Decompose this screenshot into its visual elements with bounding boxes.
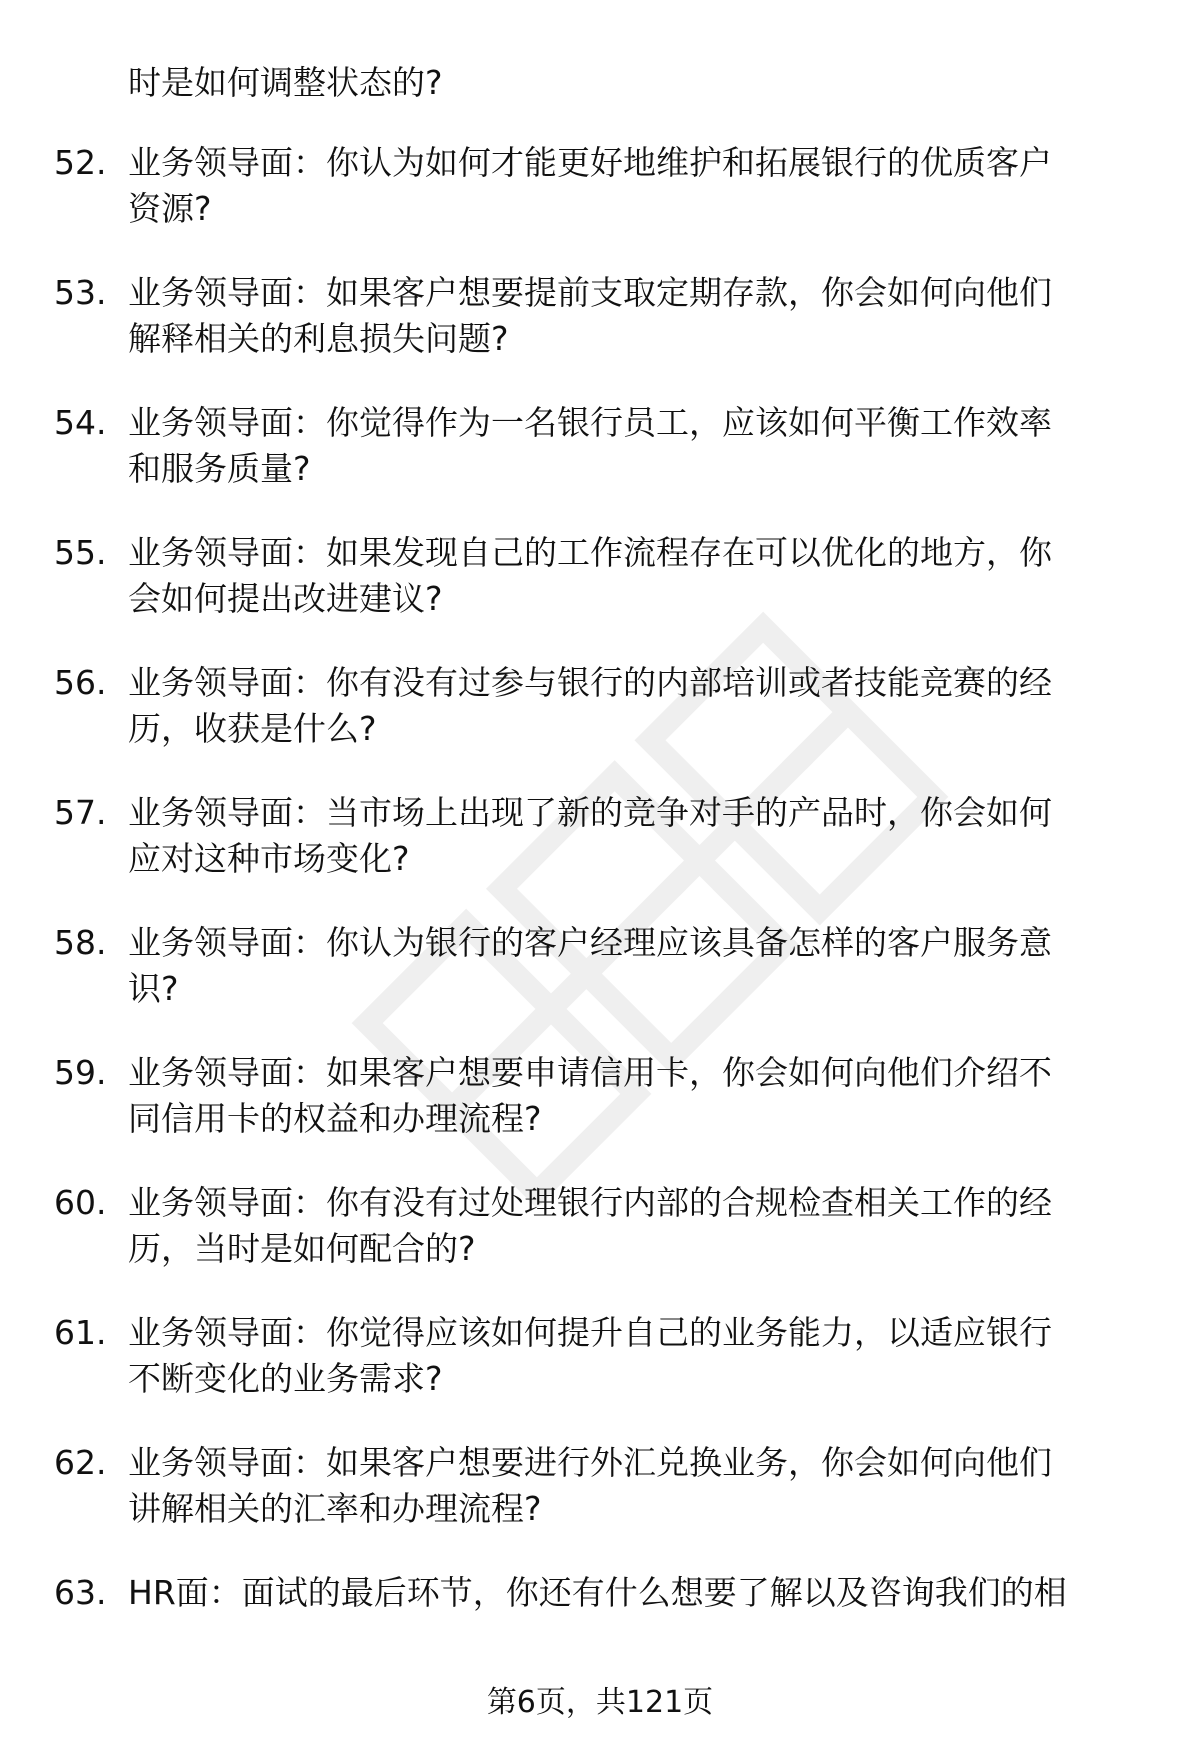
question-number: 56. (54, 663, 107, 702)
question-item (0, 660, 1200, 790)
question-item (0, 1440, 1200, 1570)
continued-question-text: 时是如何调整状态的? (128, 63, 443, 102)
question-number: 59. (54, 1053, 107, 1092)
question-line: 和服务质量? (128, 449, 311, 488)
question-item (0, 790, 1200, 920)
question-line: 历，收获是什么? (128, 709, 377, 748)
question-text (128, 1050, 1148, 1142)
question-line: 业务领导面：如果客户想要进行外汇兑换业务，你会如何向他们 (128, 1443, 1052, 1482)
question-number: 61. (54, 1313, 107, 1352)
question-number: 63. (54, 1573, 107, 1612)
question-number: 60. (54, 1183, 107, 1222)
question-line: 应对这种市场变化? (128, 839, 410, 878)
question-text (128, 1180, 1148, 1272)
question-line: 讲解相关的汇率和办理流程? (128, 1489, 542, 1528)
question-line: 业务领导面：如果客户想要提前支取定期存款，你会如何向他们 (128, 273, 1052, 312)
question-text (128, 530, 1148, 622)
question-item (0, 1570, 1200, 1700)
question-line: 资源? (128, 189, 212, 228)
question-line: 解释相关的利息损失问题? (128, 319, 509, 358)
question-text (128, 1570, 1148, 1616)
question-number: 53. (54, 273, 107, 312)
question-line: 业务领导面：如果发现自己的工作流程存在可以优化的地方，你 (128, 533, 1052, 572)
question-text (128, 1310, 1148, 1402)
question-line: 业务领导面：你有没有过处理银行内部的合规检查相关工作的经 (128, 1183, 1052, 1222)
question-item (0, 400, 1200, 530)
question-line: 业务领导面：你觉得应该如何提升自己的业务能力，以适应银行 (128, 1313, 1052, 1352)
question-line: 业务领导面：你认为银行的客户经理应该具备怎样的客户服务意 (128, 923, 1052, 962)
question-line: 历，当时是如何配合的? (128, 1229, 476, 1268)
question-line: 识? (128, 969, 179, 1008)
question-number: 62. (54, 1443, 107, 1482)
question-text (128, 920, 1148, 1012)
question-item (0, 920, 1200, 1050)
question-number: 58. (54, 923, 107, 962)
question-line: 不断变化的业务需求? (128, 1359, 443, 1398)
question-item (0, 1050, 1200, 1180)
question-text (128, 1440, 1148, 1532)
question-number: 52. (54, 143, 107, 182)
question-text (128, 270, 1148, 362)
page-footer: 第6页，共121页 (486, 1685, 714, 1720)
question-line: 业务领导面：你认为如何才能更好地维护和拓展银行的优质客户 (128, 143, 1052, 182)
question-line: 业务领导面：如果客户想要申请信用卡，你会如何向他们介绍不 (128, 1053, 1052, 1092)
question-item (0, 270, 1200, 400)
question-number: 55. (54, 533, 107, 572)
question-line: 会如何提出改进建议? (128, 579, 443, 618)
question-text (128, 790, 1148, 882)
question-item (0, 140, 1200, 270)
question-text (128, 400, 1148, 492)
question-item (0, 1180, 1200, 1310)
question-list (0, 140, 1200, 1700)
question-item (0, 1310, 1200, 1440)
question-line: 同信用卡的权益和办理流程? (128, 1099, 542, 1138)
question-text (128, 140, 1148, 232)
question-number: 57. (54, 793, 107, 832)
question-line: 业务领导面：你觉得作为一名银行员工，应该如何平衡工作效率 (128, 403, 1052, 442)
question-line: HR面：面试的最后环节，你还有什么想要了解以及咨询我们的相 (128, 1573, 1067, 1612)
question-line: 业务领导面：当市场上出现了新的竞争对手的产品时，你会如何 (128, 793, 1052, 832)
question-number: 54. (54, 403, 107, 442)
question-text (128, 660, 1148, 752)
question-item (0, 530, 1200, 660)
question-line: 业务领导面：你有没有过参与银行的内部培训或者技能竞赛的经 (128, 663, 1052, 702)
